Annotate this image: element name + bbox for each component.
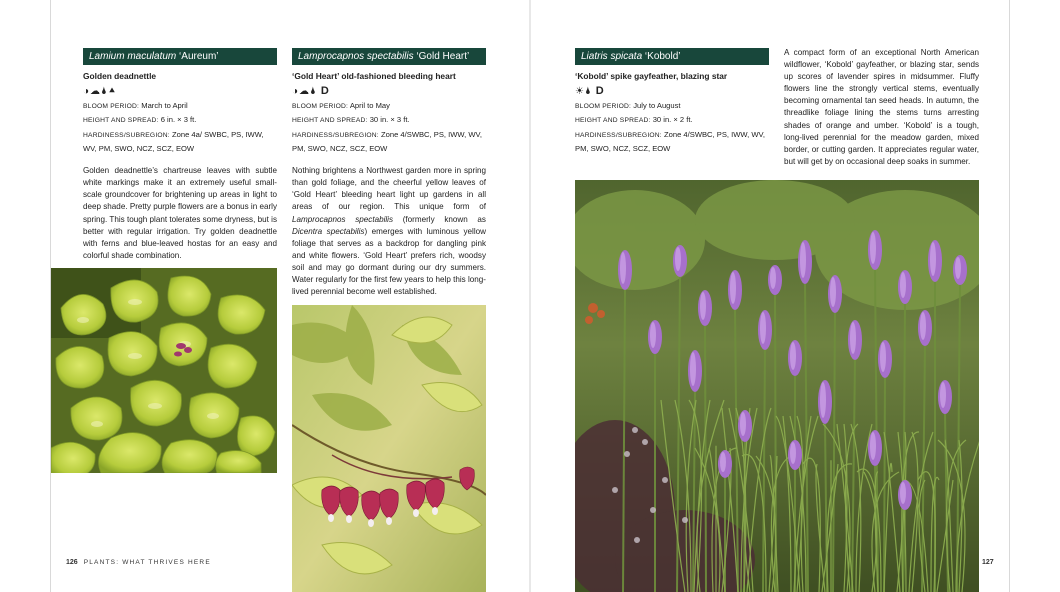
entry-heading: [575, 48, 769, 65]
right-page-edge: [1009, 0, 1010, 592]
bloom-value: March to April: [141, 101, 188, 110]
page-number: 127: [982, 559, 994, 566]
hardiness-value: Zone 4a/ SWBC, PS, IWW, WV, PM, SWO, NCZ, SCZ, EOW: [83, 129, 264, 153]
hardiness-value: Zone 4/SWBC, PS, IWW, WV, PM, SWO, NCZ, SCZ, EOW: [292, 129, 482, 153]
liatris-spike-highlight: [800, 242, 806, 278]
height-spread: [575, 113, 769, 127]
deciduous-icon: D: [595, 85, 605, 97]
liatris-stem: [705, 326, 706, 592]
liatris-spike-highlight: [930, 242, 936, 276]
entry-lamium: [83, 48, 277, 262]
hardiness: [575, 128, 769, 156]
folio-right: [982, 559, 994, 566]
folio-left: [66, 559, 211, 566]
desc-part-2: (formerly known as: [393, 214, 486, 224]
entry-heading: [292, 48, 486, 65]
entry-lamprocapnos: [292, 48, 486, 298]
liatris-spike-highlight: [850, 322, 856, 354]
liatris-spike-highlight: [955, 257, 961, 279]
common-name: ‘Kobold’ spike gayfeather, blazing star: [575, 71, 728, 81]
height-value: 30 in. × 3 ft.: [369, 115, 410, 125]
bloom-label: BLOOM PERIOD:: [292, 103, 349, 110]
desc-italic-1: Lamprocapnos spectabilis: [292, 214, 394, 224]
bloom-period: [83, 99, 277, 113]
liatris-spike-highlight: [790, 442, 796, 464]
height-label: HEIGHT AND SPREAD:: [83, 117, 159, 125]
cultural-icons: [575, 85, 769, 99]
cultural-icon-glyphs: ☀🌢: [575, 86, 592, 97]
botanical-name: Liatris spicata: [581, 51, 643, 62]
height-label: HEIGHT AND SPREAD:: [575, 117, 651, 125]
liatris-spike-highlight: [760, 312, 766, 344]
liatris-spike-highlight: [900, 272, 906, 298]
hardiness-label: HARDINESS/SUBREGION:: [83, 131, 170, 139]
bloom-period: [292, 99, 486, 113]
common-name: ‘Gold Heart’ old-fashioned bleeding heart: [292, 71, 456, 81]
entry-liatris: [575, 48, 769, 155]
liatris-spike-highlight: [870, 432, 876, 460]
photo-gold-heart-bleeding-heart: [292, 305, 486, 592]
desc-part-1: Nothing brightens a Northwest garden more in spring than gold foliage, and the cheerful yellow leaves of ‘Gold Heart’ bleeding heart light up gardens in all areas of our region. This unique form of: [292, 166, 486, 212]
liatris-spike-highlight: [830, 277, 836, 307]
bloom-period: [575, 99, 769, 113]
liatris-spike-highlight: [720, 452, 726, 472]
height-spread: [292, 113, 486, 127]
deciduous-icon: D: [320, 85, 330, 97]
liatris-spike-highlight: [790, 342, 796, 370]
entry-description: [292, 165, 486, 298]
liatris-spike-highlight: [880, 342, 886, 372]
desc-italic-2: Dicentra spectabilis: [292, 226, 365, 236]
cultivar-name: ‘Aureum’: [179, 51, 219, 62]
photo-liatris-kobold: [575, 180, 979, 592]
hardiness-value: Zone 4/SWBC, PS, IWW, WV, PM, SWO, NCZ, SCZ, EOW: [575, 129, 765, 153]
entry-heading: [83, 48, 277, 65]
liatris-spike-highlight: [730, 272, 736, 304]
entry-liatris-description-column: [784, 47, 979, 168]
liatris-spike-highlight: [690, 352, 696, 386]
hardiness: [83, 128, 277, 156]
botanical-name: Lamium maculatum: [89, 51, 177, 62]
liatris-spike-highlight: [870, 232, 876, 264]
liatris-spike-highlight: [675, 247, 681, 271]
entry-description: Golden deadnettle’s chartreuse leaves with subtle white markings make it an extremely useful small-scale groundcover for brightening up areas in light to deep shade. Pretty purple flowers are a bonus in early spring. This tough plant tolerates some dryness, but is better with regular irrigation. Try golden deadnettle with ferns and blue-leaved hostas for an easy and colorful shade combination.: [83, 166, 277, 260]
cultivar-name: ‘Kobold’: [644, 51, 681, 62]
common-name: Golden deadnettle: [83, 71, 157, 81]
botanical-name: Lamprocapnos spectabilis: [298, 51, 414, 62]
bloom-value: April to May: [349, 101, 390, 110]
desc-part-3: ) emerges with luminous yellow foliage that serves as a backdrop for dangling pink and white flowers. ‘Gold Heart’ prefers rich, woodsy soil and may go dormant during our dry summers. Water regularly for the first few years to help this long-lived perennial become well established.: [292, 226, 486, 297]
liatris-spike-highlight: [820, 382, 826, 418]
hardiness-label: HARDINESS/SUBREGION:: [575, 131, 662, 139]
cultural-icons: [292, 85, 486, 99]
height-label: HEIGHT AND SPREAD:: [292, 117, 368, 125]
liatris-spike-highlight: [900, 482, 906, 504]
cultivar-name: ‘Gold Heart’: [416, 51, 470, 62]
cultural-icons: ◑☁🌢⯅: [83, 86, 118, 97]
liatris-spike-highlight: [920, 312, 926, 340]
running-footer: PLANTS: WHAT THRIVES HERE: [83, 559, 211, 566]
cultural-icon-glyphs: ◑☁🌢: [292, 86, 318, 97]
liatris-spike-highlight: [740, 412, 746, 436]
liatris-spike-highlight: [650, 322, 656, 348]
liatris-spike-highlight: [770, 267, 776, 289]
height-value: 30 in. × 2 ft.: [652, 115, 693, 125]
height-value: 6 in. × 3 ft.: [160, 115, 197, 125]
liatris-spike-highlight: [940, 382, 946, 408]
bloom-value: July to August: [633, 101, 681, 110]
entry-description: A compact form of an exceptional North American wildflower, ‘Kobold’ gayfeather, or blazing star, sends up scores of lavender spires in midsummer. Fluffy flowers line the strongly vertical stems, eventually becoming ornamental tan seed heads. In autumn, the threadlike foliage lining the stems turns arresting shades of orange and umber. ‘Kobold’ is a tough, long-lived perennial for the meadow garden, mixed border, or cutting garden. It appreciates regular water, but will get by on occasional deep soaks in summer.: [784, 48, 979, 166]
liatris-spike-highlight: [620, 252, 626, 284]
page-number: 126: [66, 559, 78, 566]
liatris-spike-highlight: [700, 292, 706, 320]
book-gutter: [529, 0, 531, 592]
hardiness: [292, 128, 486, 156]
bloom-label: BLOOM PERIOD:: [83, 103, 140, 110]
photo-golden-deadnettle: [51, 268, 277, 473]
hardiness-label: HARDINESS/SUBREGION:: [292, 131, 379, 139]
height-spread: [83, 113, 277, 127]
bloom-label: BLOOM PERIOD:: [575, 103, 632, 110]
